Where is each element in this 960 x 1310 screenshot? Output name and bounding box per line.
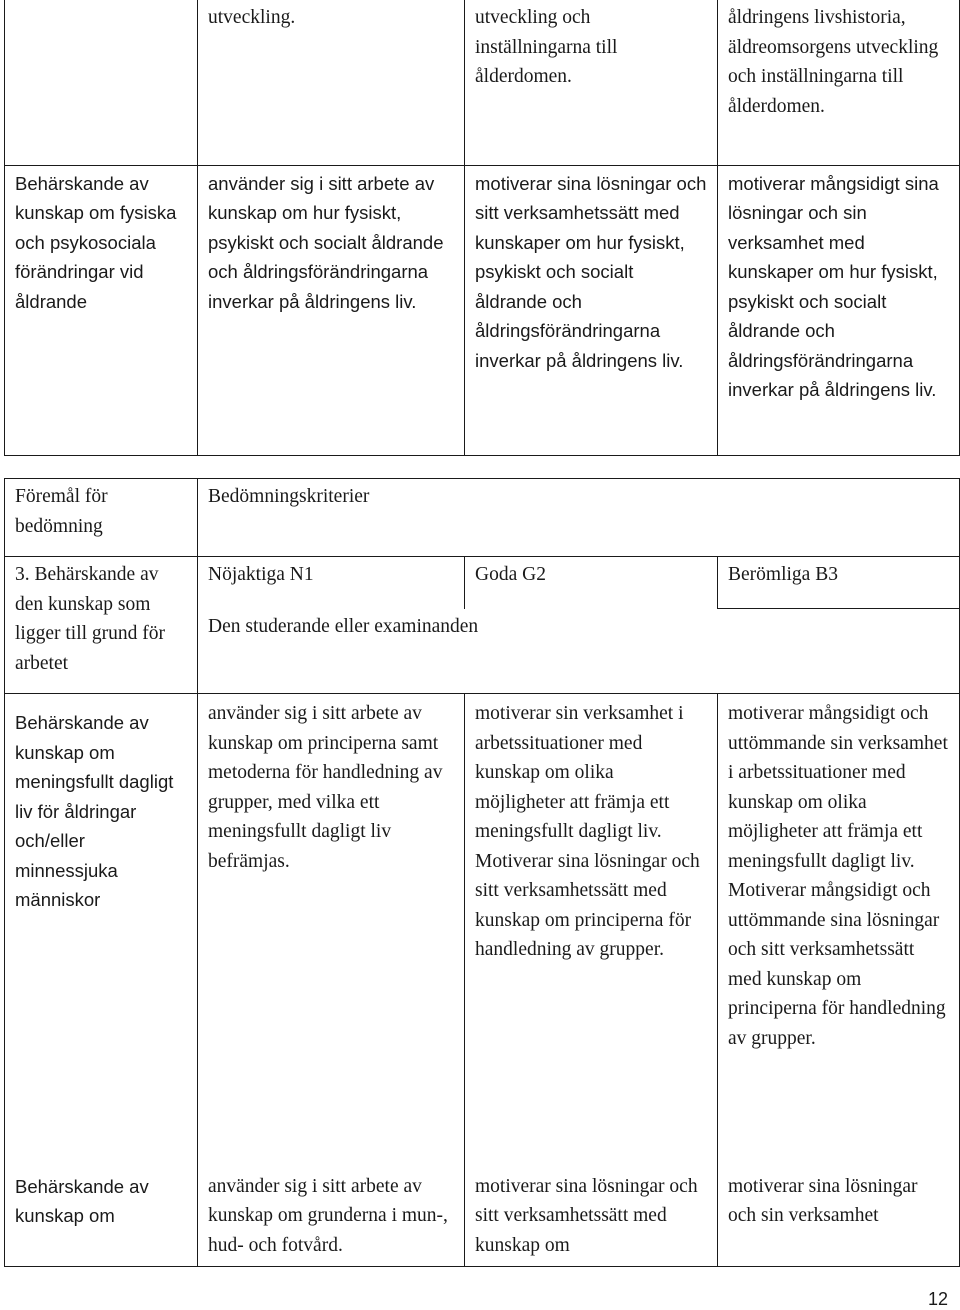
- assessment-table-bottom: [4, 478, 960, 1267]
- grade-g2-label: Goda G2: [465, 557, 718, 609]
- criteria-n1-cell: använder sig i sitt arbete av kunskap om principerna samt metoderna för handledning av grupper, med vilka ett meningsfullt dagligt liv befrämjas.: [198, 694, 465, 1164]
- criteria-b3-cell: motiverar mångsidigt sina lösningar och sin verksamhet med kunskaper om hur fysiskt, psykiskt och socialt åldrande och åldringsförändringarna inverkar på åldringens liv.: [718, 165, 960, 455]
- criteria-n1-cell: använder sig i sitt arbete av kunskap om grunderna i mun-, hud- och fotvård.: [198, 1164, 465, 1267]
- criteria-g2-cell: motiverar sina lösningar och sitt verksamhetssätt med kunskap om: [465, 1164, 718, 1267]
- table-row: [5, 694, 960, 1164]
- assessment-object-cell: Behärskande av kunskap om fysiska och psykosociala förändringar vid åldrande: [5, 165, 198, 455]
- grade-n1-label: Nöjaktiga N1: [198, 557, 465, 609]
- assessment-object-cell: Behärskande av kunskap om: [5, 1164, 198, 1267]
- assessment-table-top: [4, 0, 960, 456]
- table-row: [5, 0, 960, 165]
- table-header-row: [5, 479, 960, 557]
- table-cell: åldringens livshistoria, äldreomsorgens utveckling och inställningarna till ålderdomen.: [718, 0, 960, 165]
- assessment-object-cell: 3. Behärskande av den kunskap som ligger till grund för arbetet: [5, 557, 198, 694]
- criteria-n1-cell: använder sig i sitt arbete av kunskap om hur fysiskt, psykiskt och socialt åldrande och åldringsförändringarna inverkar på åldringens liv.: [198, 165, 465, 455]
- criteria-b3-cell: motiverar mångsidigt och uttömmande sin verksamhet i arbetssituationer med kunskap om olika möjligheter att främja ett meningsfullt dagligt liv. Motiverar mångsidigt och uttömmande sina lösningar och sitt verksamhetssätt med kunskap om principerna för handledning av grupper.: [718, 694, 960, 1164]
- subject-cell: Den studerande eller examinanden: [198, 609, 960, 694]
- criteria-header-cell: Bedömningskriterier: [198, 479, 960, 557]
- criteria-b3-cell: motiverar sina lösningar och sin verksamhet: [718, 1164, 960, 1267]
- criteria-g2-cell: motiverar sin verksamhet i arbetssituationer med kunskap om olika möjligheter att främja ett meningsfullt dagligt liv. Motiverar sina lösningar och sitt verksamhetssätt med kunskap om principerna för handledning av grupper.: [465, 694, 718, 1164]
- object-header-cell: Föremål för bedömning: [5, 479, 198, 557]
- table-row: [5, 1164, 960, 1267]
- table-cell: [5, 0, 198, 165]
- table-cell: utveckling.: [198, 0, 465, 165]
- criteria-g2-cell: motiverar sina lösningar och sitt verksamhetssätt med kunskaper om hur fysiskt, psykiskt och socialt åldrande och åldringsförändringarna inverkar på åldringens liv.: [465, 165, 718, 455]
- grades-row: [5, 557, 960, 609]
- table-cell: utveckling och inställningarna till ålderdomen.: [465, 0, 718, 165]
- table-row: [5, 165, 960, 455]
- page-number: 12: [927, 1289, 948, 1309]
- assessment-object-cell: Behärskande av kunskap om meningsfullt dagligt liv för åldringar och/eller minnessjuka människor: [5, 694, 198, 1164]
- grade-b3-label: Berömliga B3: [718, 557, 960, 609]
